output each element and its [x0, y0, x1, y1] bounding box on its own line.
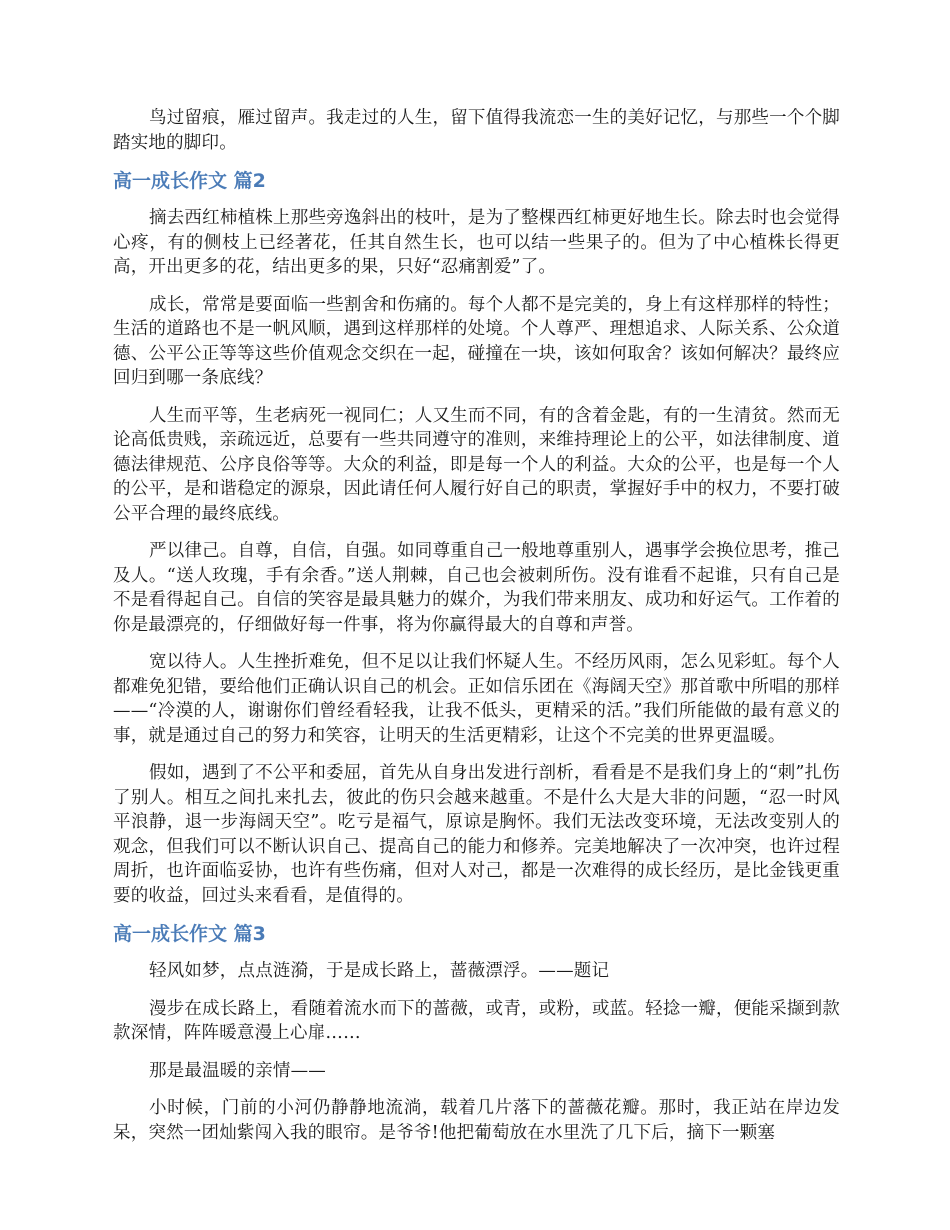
paragraph: 轻风如梦，点点涟漪，于是成长路上，蔷薇漂浮。——题记: [149, 961, 610, 981]
section-heading-2: 高一成长作文 篇2: [113, 170, 266, 192]
paragraph: 假如，遇到了不公平和委屈，首先从自身出发进行剖析，看看是不是我们身上的“刺”扎伤了别人。相互之间扎来扎去，彼此的伤只会越来越重。不是什么大是大非的问题，“忍一时风平浪静，退一步海阔天空”。吃亏是福气，原谅是胸怀。我们无法改变环境，无法改变别人的观念，但我们可以不断认识自己、提高自己的能力和修养。完美地解决了一次冲突，也许过程周折，也许面临妥协，也许有些伤痛，但对人对己，都是一次难得的成长经历，是比金钱更重要的收益，回过头来看看，是值得的。: [113, 763, 840, 906]
document-page: [113, 106, 840, 1158]
paragraph: 严以律己。自尊，自信，自强。如同尊重自己一般地尊重别人，遇事学会换位思考，推己及人。“送人玫瑰，手有余香。”送人荆棘，自己也会被刺所伤。没有谁看不起谁，只有自己是不是看得起自己。自信的笑容是最具魅力的媒介，为我们带来朋友、成功和好运气。工作着的你是最漂亮的，仔细做好每一件事，将为你赢得最大的自尊和声誉。: [113, 541, 840, 635]
paragraph: 成长，常常是要面临一些割舍和伤痛的。每个人都不是完美的，身上有这样那样的特性；生活的道路也不是一帆风顺，遇到这样那样的处境。个人尊严、理想追求、人际关系、公众道德、公平公正等等这些价值观念交织在一起，碰撞在一块，该如何取舍？该如何解决？最终应回归到哪一条底线？: [113, 294, 840, 388]
paragraph: 漫步在成长路上，看随着流水而下的蔷薇，或青，或粉，或蓝。轻捻一瓣，便能采撷到款款深情，阵阵暖意漫上心扉……: [113, 998, 840, 1043]
paragraph: 宽以待人。人生挫折难免，但不足以让我们怀疑人生。不经历风雨，怎么见彩虹。每个人都难免犯错，要给他们正确认识自己的机会。正如信乐团在《海阔天空》那首歌中所唱的那样——“冷漠的人，谢谢你们曾经看轻我，让我不低头，更精采的活。”我们所能做的最有意义的事，就是通过自己的努力和笑容，让明天的生活更精彩，让这个不完美的世界更温暖。: [113, 652, 840, 746]
paragraph: 那是最温暖的亲情——: [149, 1060, 326, 1081]
paragraph: 人生而平等，生老病死一视同仁；人又生而不同，有的含着金匙，有的一生清贫。然而无论高低贵贱，亲疏远近，总要有一些共同遵守的准则，来维持理论上的公平，如法律制度、道德法律规范、公序良俗等等。大众的利益，即是每一个人的利益。大众的公平，也是每一个人的公平，是和谐稳定的源泉，因此请任何人履行好自己的职责，掌握好手中的权力，不要打破公平合理的最终底线。: [113, 405, 840, 524]
section-heading-3: 高一成长作文 篇3: [113, 923, 266, 945]
paragraph: 摘去西红柿植株上那些旁逸斜出的枝叶，是为了整棵西红柿更好地生长。除去时也会觉得心疼，有的侧枝上已经著花，任其自然生长，也可以结一些果子的。但为了中心植株长得更高，开出更多的花，结出更多的果，只好“忍痛割爱”了。: [113, 208, 840, 277]
paragraph: 鸟过留痕，雁过留声。我走过的人生，留下值得我流恋一生的美好记忆，与那些一个个脚踏实地的脚印。: [113, 108, 840, 153]
paragraph: 小时候，门前的小河仍静静地流淌，载着几片落下的蔷薇花瓣。那时，我正站在岸边发呆，突然一团灿紫闯入我的眼帘。是爷爷!他把葡萄放在水里洗了几下后，摘下一颗塞: [113, 1098, 840, 1143]
